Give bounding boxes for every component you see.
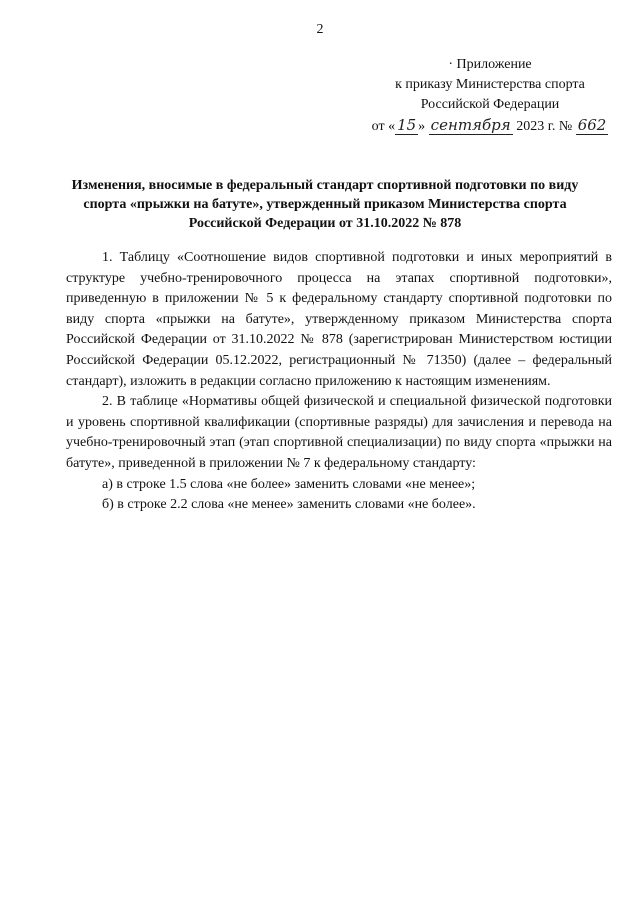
date-prefix: от «: [371, 119, 396, 134]
paragraph-1: 1. Таблицу «Соотношение видов спортивной подготовки и иных мероприятий в структуре учебно-тренировочного процесса на этапах спортивной подготовки», приведенную в приложении № 5 к федеральному стандарту спортивной подготовки по виду спорта «прыжки на батуте», утвержденному приказом Министерства спорта Российской Федерации от 31.10.2022 № 878 (зарегистрирован Министерством юстиции Российской Федерации 05.12.2022, регистрационный № 71350) (далее – федеральный стандарт), изложить в редакции согласно приложению к настоящим изменениям.: [66, 250, 612, 389]
handwritten-month: сентября: [430, 116, 511, 134]
handwritten-day: 15: [397, 116, 417, 134]
date-mid: »: [418, 119, 426, 134]
year-text: 2023 г. №: [516, 119, 573, 134]
appendix-dateline: [360, 115, 620, 137]
appendix-order-line: к приказу Министерства спорта: [395, 77, 585, 92]
document-body: [66, 248, 612, 516]
appendix-label: · Приложение: [448, 57, 532, 72]
paragraph-2: 2. В таблице «Нормативы общей физической и специальной физической подготовки и уровень спортивной квалификации (спортивные разряды) для зачисления и перевода на учебно-тренировочный этап (этап спортивной специализации) по виду спорта «прыжки на батуте», приведенной в приложении № 7 к федеральному стандарту:: [66, 394, 612, 471]
page-number: 2: [316, 22, 324, 37]
appendix-federation-line: Российской Федерации: [420, 97, 560, 112]
paragraph-2a: а) в строке 1.5 слова «не более» заменить словами «не менее»;: [102, 476, 476, 492]
handwritten-order-number: 662: [577, 116, 607, 134]
appendix-header: [360, 55, 620, 137]
paragraph-2b: б) в строке 2.2 слова «не менее» заменить словами «не более».: [102, 497, 476, 513]
document-title: Изменения, вносимые в федеральный стандарт спортивной подготовки по виду спорта «прыжки на батуте», утвержденный приказом Министерства спорта Российской Федерации от 31.10.2022 № 878: [71, 178, 579, 231]
